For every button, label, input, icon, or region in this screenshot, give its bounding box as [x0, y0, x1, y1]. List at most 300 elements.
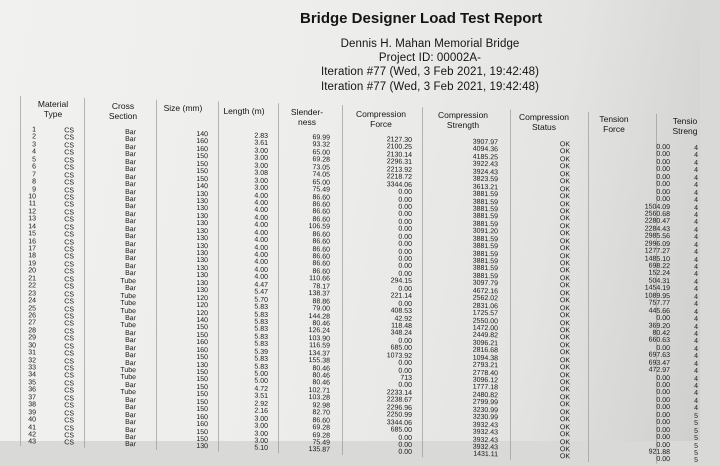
cell-size-16: 130	[196, 242, 208, 250]
cell-slender-9: 86.60	[312, 193, 330, 202]
cell-comp_force-4: 2296.31	[386, 158, 412, 167]
cell-comp_force-12: 0.00	[398, 218, 412, 226]
cell-slender-15: 86.60	[312, 238, 330, 246]
iteration-line-1: Iteration #77 (Wed, 3 Feb 2021, 19:42:48)	[320, 66, 540, 78]
cell-comp_status-14: OK	[559, 237, 570, 246]
cell-ids-26: 26	[28, 312, 36, 320]
cell-cross-39: Bar	[125, 411, 136, 419]
cell-tens_strength-21: 4	[694, 293, 698, 301]
cell-tens_force-41: 0.00	[656, 441, 670, 449]
cell-tens_force-20: 1454.19	[644, 284, 670, 293]
cell-tens_force-21: 1089.95	[644, 292, 670, 300]
cell-material-40: CS	[64, 417, 74, 425]
cell-comp_strength-43: 1431.11	[473, 451, 498, 459]
cell-material-21: CS	[64, 275, 74, 284]
cell-tens_strength-6: 4	[694, 182, 698, 190]
cell-comp_force-27: 348.24	[390, 329, 412, 338]
column-compression-force	[376, 136, 412, 457]
cell-comp_status-24: OK	[559, 312, 570, 320]
cell-ids-15: 15	[28, 230, 36, 238]
cell-comp_strength-21: 4672.16	[472, 287, 498, 296]
cell-slender-12: 86.60	[312, 215, 330, 224]
cell-material-6: CS	[64, 164, 74, 172]
cell-slender-25: 144.28	[308, 312, 330, 321]
cell-slender-43: 135.87	[308, 446, 330, 455]
cell-size-23: 120	[196, 294, 208, 302]
cell-comp_strength-11: 3881.59	[472, 213, 498, 221]
cell-size-39: 160	[196, 413, 208, 421]
cell-slender-42: 75.49	[312, 439, 330, 447]
cell-comp_status-4: OK	[559, 163, 570, 171]
cell-size-15: 130	[196, 235, 208, 243]
cell-comp_force-30: 1073.92	[386, 351, 412, 360]
cell-tens_strength-19: 4	[694, 278, 698, 286]
cell-ids-4: 4	[32, 148, 36, 156]
cell-tens_force-34: 0.00	[656, 389, 670, 397]
cell-material-14: CS	[64, 223, 74, 232]
cell-tens_force-26: 80.42	[652, 329, 670, 338]
column-length	[244, 132, 268, 452]
cell-comp_force-18: 0.00	[398, 263, 412, 271]
cell-size-26: 140	[196, 316, 208, 325]
cell-comp_force-28: 0.00	[398, 337, 412, 345]
cell-comp_status-13: OK	[559, 230, 570, 238]
cell-comp_strength-12: 3881.59	[472, 220, 498, 229]
cell-comp_status-16: OK	[559, 252, 570, 260]
cell-comp_force-21: 0.00	[398, 285, 412, 293]
cell-tens_strength-16: 4	[694, 256, 698, 264]
cell-ids-25: 25	[28, 304, 36, 312]
cell-tens_strength-5: 4	[694, 174, 698, 182]
cell-length-5: 3.00	[254, 162, 268, 170]
cell-comp_status-27: OK	[559, 334, 570, 342]
cell-tens_force-17: 698.22	[648, 262, 670, 271]
cell-length-30: 5.39	[254, 348, 268, 356]
cell-ids-24: 24	[28, 297, 36, 305]
cell-length-6: 3.08	[254, 169, 268, 178]
cell-tens_force-28: 0.00	[656, 344, 670, 352]
cell-ids-12: 12	[28, 208, 36, 216]
cell-comp_status-43: OK	[559, 453, 570, 461]
cell-slender-24: 79.00	[312, 305, 330, 313]
cell-size-11: 130	[196, 205, 208, 213]
report-title: Bridge Designer Load Test Report	[300, 10, 543, 27]
cell-slender-13: 106.59	[308, 223, 330, 231]
cell-comp_status-28: OK	[559, 341, 570, 350]
cell-tens_force-33: 0.00	[656, 381, 670, 390]
cell-tens_force-1: 0.00	[656, 143, 670, 152]
cell-comp_status-36: OK	[559, 401, 570, 409]
cell-slender-36: 103.28	[308, 394, 330, 402]
cell-comp_strength-24: 1725.57	[472, 309, 498, 318]
cell-slender-23: 88.86	[312, 297, 330, 306]
cell-size-43: 130	[196, 443, 208, 451]
cell-tens_force-5: 0.00	[656, 173, 670, 181]
cell-material-34: CS	[64, 372, 74, 380]
cell-ids-31: 31	[28, 349, 36, 357]
results-table	[20, 126, 720, 465]
cell-comp_strength-39: 3932.43	[472, 421, 498, 429]
cell-comp_strength-40: 3932.43	[472, 428, 498, 437]
cell-comp_status-17: OK	[559, 260, 570, 268]
cell-slender-20: 110.66	[309, 275, 330, 283]
cell-comp_status-25: OK	[559, 319, 570, 327]
cell-size-40: 160	[196, 420, 208, 429]
cell-cross-34: Tube	[120, 374, 136, 382]
cell-tens_strength-11: 4	[694, 219, 698, 227]
cell-comp_force-13: 0.00	[398, 225, 412, 234]
cell-size-27: 150	[196, 324, 208, 332]
cell-slender-11: 86.60	[312, 208, 330, 217]
cell-length-4: 3.00	[254, 154, 268, 163]
cell-material-1: CS	[64, 127, 74, 135]
cell-tens_force-40: 0.00	[656, 433, 670, 442]
cell-length-35: 4.72	[254, 385, 268, 393]
cell-tens_strength-29: 4	[694, 353, 698, 361]
cell-ids-36: 36	[28, 386, 36, 394]
cell-comp_force-42: 0.00	[398, 441, 412, 449]
cell-comp_strength-27: 2449.82	[472, 332, 498, 340]
cell-length-7: 3.00	[254, 177, 268, 185]
cell-size-28: 150	[196, 331, 208, 340]
header-length: Length (m)	[223, 106, 265, 116]
cell-material-25: CS	[64, 305, 74, 314]
cell-length-34: 5.00	[254, 377, 268, 386]
cell-material-37: CS	[64, 394, 74, 403]
cell-tens_force-6: 0.00	[656, 180, 670, 189]
cell-size-10: 130	[196, 197, 208, 206]
cell-tens_force-13: 2985.56	[644, 232, 670, 241]
cell-cross-29: Bar	[125, 337, 136, 345]
cell-comp_force-20: 294.15	[390, 277, 412, 286]
cell-cross-13: Bar	[125, 218, 136, 226]
cell-ids-27: 27	[28, 319, 36, 327]
cell-comp_force-17: 0.00	[398, 255, 412, 263]
cell-comp_strength-22: 2562.02	[472, 294, 498, 303]
cell-comp_strength-31: 2793.21	[472, 361, 498, 370]
cell-tens_force-14: 2996.09	[644, 240, 670, 248]
cell-slender-26: 80.46	[312, 320, 330, 328]
cell-slender-33: 80.46	[312, 372, 330, 380]
cell-size-35: 150	[196, 383, 208, 392]
cell-comp_strength-8: 3881.59	[472, 190, 498, 199]
cell-tens_strength-30: 4	[694, 360, 698, 368]
cell-size-20: 130	[196, 272, 208, 280]
cell-cross-16: Bar	[125, 240, 136, 248]
cell-length-8: 3.00	[254, 184, 268, 192]
cell-tens_force-22: 757.77	[648, 299, 670, 308]
cell-cross-28: Bar	[125, 329, 136, 338]
cell-comp_strength-20: 3097.79	[472, 279, 498, 288]
cell-tens_force-15: 1277.27	[644, 247, 670, 256]
cell-ids-2: 2	[32, 133, 36, 141]
cell-cross-22: Bar	[125, 285, 136, 293]
cell-tens_force-24: 0.00	[656, 314, 670, 323]
cell-ids-30: 30	[28, 341, 36, 350]
cell-slender-37: 92.98	[312, 401, 330, 410]
cell-ids-42: 42	[28, 431, 36, 439]
cell-tens_force-7: 0.00	[656, 188, 670, 196]
cell-material-7: CS	[64, 171, 74, 180]
cell-length-32: 5.83	[254, 363, 268, 371]
cell-comp_force-33: 713	[400, 374, 412, 382]
cell-size-3: 160	[196, 145, 208, 154]
cell-comp_status-42: OK	[559, 446, 570, 454]
cell-comp_strength-38: 3230.99	[472, 413, 498, 422]
cell-tens_strength-1: 4	[694, 144, 698, 152]
cell-cross-33: Tube	[120, 366, 136, 375]
cell-comp_force-24: 408.53	[390, 307, 412, 316]
cell-comp_status-12: OK	[559, 222, 570, 231]
cell-comp_strength-32: 2778.40	[472, 369, 498, 377]
cell-tens_force-9: 1504.09	[644, 202, 670, 211]
cell-comp_strength-29: 2816.68	[472, 346, 498, 355]
cell-length-3: 3.00	[254, 147, 268, 155]
cell-comp_status-34: OK	[559, 386, 570, 394]
cell-size-8: 140	[196, 182, 208, 191]
cell-comp_strength-6: 3823.59	[472, 175, 498, 184]
cell-material-32: CS	[64, 357, 74, 366]
cell-comp_status-30: OK	[559, 356, 570, 365]
cell-size-9: 130	[196, 190, 208, 198]
cell-tens_strength-12: 4	[694, 226, 698, 234]
cell-comp_status-29: OK	[559, 349, 570, 357]
cell-length-25: 5.83	[254, 311, 268, 319]
cell-tens_strength-14: 4	[694, 241, 698, 249]
cell-comp_status-18: OK	[559, 267, 570, 275]
cell-comp_status-35: OK	[559, 393, 570, 402]
cell-cross-43: Bar	[125, 441, 136, 449]
cell-length-28: 5.83	[254, 333, 268, 341]
cell-ids-17: 17	[28, 245, 36, 253]
cell-comp_status-2: OK	[559, 148, 570, 156]
cell-material-41: CS	[64, 424, 74, 433]
cell-material-38: CS	[64, 402, 74, 410]
cell-tens_strength-2: 4	[694, 152, 698, 160]
cell-size-37: 150	[196, 398, 208, 407]
cell-ids-43: 43	[28, 438, 36, 446]
cell-size-18: 130	[196, 257, 208, 265]
cell-cross-40: Bar	[125, 418, 136, 427]
cell-tens_strength-10: 4	[694, 211, 698, 219]
cell-comp_status-26: OK	[559, 327, 570, 335]
cell-tens_force-27: 660.63	[648, 336, 670, 345]
cell-comp_strength-34: 1777.18	[472, 384, 498, 392]
header-compression-force: Compression Force	[355, 109, 407, 129]
column-tension-strength	[688, 145, 698, 465]
cell-material-3: CS	[64, 142, 74, 150]
cell-tens_strength-20: 4	[694, 286, 698, 294]
cell-ids-10: 10	[28, 193, 36, 201]
cell-comp_force-25: 42.92	[394, 314, 412, 323]
cell-cross-5: Bar	[125, 158, 136, 166]
header-cross-section: Cross Section	[108, 101, 138, 121]
cell-size-33: 150	[196, 368, 208, 377]
cell-comp_status-21: OK	[559, 289, 570, 298]
cell-comp_status-3: OK	[559, 155, 570, 164]
cell-slender-3: 65.00	[312, 149, 330, 157]
cell-length-11: 4.00	[254, 206, 268, 215]
cell-slender-2: 93.32	[312, 141, 330, 150]
cell-cross-14: Bar	[125, 225, 136, 233]
cell-comp_force-38: 2250.99	[386, 411, 412, 420]
cell-comp_strength-23: 2831.06	[472, 302, 498, 310]
cell-comp_status-7: OK	[559, 185, 570, 193]
cell-length-16: 4.00	[254, 244, 268, 252]
cell-comp_status-40: OK	[559, 431, 570, 439]
cell-tens_strength-13: 4	[694, 234, 698, 242]
cell-cross-18: Bar	[125, 255, 136, 263]
cell-tens_strength-28: 4	[694, 345, 698, 353]
cell-ids-22: 22	[28, 282, 36, 290]
cell-length-21: 4.47	[254, 281, 268, 289]
cell-tens_strength-23: 4	[694, 308, 698, 316]
cell-ids-6: 6	[32, 163, 36, 171]
cell-cross-27: Tube	[120, 322, 136, 330]
cell-material-17: CS	[64, 246, 74, 254]
cell-cross-2: Bar	[125, 136, 136, 144]
cell-tens_strength-40: 5	[694, 434, 698, 443]
cell-tens_strength-38: 5	[694, 420, 698, 428]
cell-tens_force-29: 697.63	[648, 351, 670, 360]
cell-comp_status-15: OK	[559, 245, 570, 253]
cell-ids-41: 41	[28, 423, 36, 431]
column-member-number	[24, 126, 36, 446]
cell-tens_force-37: 0.00	[656, 411, 670, 419]
cell-material-42: CS	[64, 432, 74, 440]
cell-tens_force-32: 0.00	[656, 374, 670, 382]
cell-material-31: CS	[64, 350, 74, 358]
cell-cross-4: Bar	[125, 151, 136, 159]
cell-cross-41: Bar	[125, 426, 136, 434]
cell-length-27: 5.83	[254, 325, 268, 334]
cell-comp_strength-30: 1094.38	[472, 354, 498, 363]
cell-comp_force-39: 3344.06	[386, 418, 412, 427]
cell-ids-37: 37	[28, 393, 36, 402]
cell-comp_strength-2: 4094.36	[472, 146, 498, 154]
cell-material-33: CS	[64, 365, 74, 373]
cell-size-36: 150	[196, 391, 208, 399]
cell-comp_strength-25: 2550.00	[472, 317, 498, 325]
cell-tens_strength-8: 4	[694, 196, 698, 205]
cell-cross-10: Bar	[125, 195, 136, 204]
column-material-type	[60, 127, 74, 447]
cell-material-28: CS	[64, 328, 74, 336]
cell-size-13: 130	[196, 220, 208, 228]
cell-comp_strength-14: 3881.59	[472, 235, 498, 244]
cell-size-12: 130	[196, 212, 208, 221]
cell-tens_strength-37: 5	[694, 412, 698, 420]
cell-slender-34: 80.46	[312, 379, 330, 388]
cell-ids-18: 18	[28, 252, 36, 260]
cell-material-26: CS	[64, 313, 74, 321]
cell-slender-30: 134.37	[308, 349, 330, 358]
cell-ids-34: 34	[28, 371, 36, 379]
cell-size-19: 130	[196, 264, 208, 273]
cell-material-13: CS	[64, 216, 74, 224]
cell-size-32: 130	[196, 361, 208, 369]
cell-tens_force-8: 0.00	[656, 195, 670, 204]
cell-cross-6: Bar	[125, 166, 136, 174]
cell-cross-31: Bar	[125, 352, 136, 360]
column-cross-section	[112, 129, 136, 449]
cell-slender-1: 69.99	[312, 134, 330, 142]
cell-comp_strength-33: 3096.12	[472, 376, 498, 385]
cell-comp_force-16: 0.00	[398, 248, 412, 256]
cell-ids-32: 32	[28, 356, 36, 365]
cell-slender-31: 155.38	[308, 357, 330, 365]
cell-comp_force-29: 685.00	[390, 344, 412, 353]
cell-comp_strength-13: 3091.20	[472, 227, 498, 236]
cell-slender-7: 65.00	[312, 178, 330, 187]
bridge-name: Dennis H. Mahan Memorial Bridge	[340, 38, 520, 50]
cell-tens_force-4: 0.00	[656, 166, 670, 174]
cell-comp_status-19: OK	[559, 274, 570, 283]
column-compression-status	[556, 141, 570, 461]
cell-size-41: 150	[196, 428, 208, 436]
cell-comp_status-1: OK	[559, 141, 570, 149]
cell-comp_status-10: OK	[559, 208, 570, 216]
cell-comp_strength-36: 2799.99	[472, 398, 498, 407]
cell-length-36: 3.51	[254, 392, 268, 401]
cell-material-9: CS	[64, 186, 74, 195]
cell-ids-1: 1	[32, 126, 36, 134]
cell-comp_status-32: OK	[559, 371, 570, 379]
cell-material-24: CS	[64, 298, 74, 306]
cell-comp_status-38: OK	[559, 416, 570, 424]
cell-comp_force-8: 0.00	[398, 188, 412, 197]
cell-tens_force-12: 2284.43	[644, 225, 670, 233]
cell-comp_force-2: 2100.25	[386, 143, 412, 152]
cell-comp_force-31: 0.00	[398, 359, 412, 368]
cell-tens_strength-31: 4	[694, 367, 698, 376]
cell-size-29: 160	[196, 339, 208, 347]
cell-length-29: 5.83	[254, 340, 268, 349]
cell-material-2: CS	[64, 134, 74, 142]
cell-slender-19: 86.60	[312, 268, 330, 276]
cell-ids-3: 3	[32, 141, 36, 149]
cell-length-39: 3.00	[254, 415, 268, 423]
cell-cross-21: Tube	[120, 277, 136, 285]
cell-slender-32: 80.46	[312, 364, 330, 373]
cell-slender-6: 74.05	[312, 171, 330, 179]
cell-size-14: 130	[196, 227, 208, 235]
cell-comp_status-20: OK	[559, 282, 570, 290]
header-compression-status: Compression Status	[518, 112, 570, 132]
cell-length-17: 4.00	[254, 251, 268, 259]
cell-tens_force-3: 0.00	[656, 158, 670, 167]
cell-material-30: CS	[64, 342, 74, 351]
cell-comp_force-36: 2238.67	[386, 396, 412, 405]
cell-comp_status-23: OK	[559, 304, 570, 312]
cell-length-14: 4.00	[254, 229, 268, 237]
cell-comp_force-34: 0.00	[398, 382, 412, 390]
cell-length-33: 5.00	[254, 370, 268, 378]
cell-cross-15: Bar	[125, 233, 136, 241]
cell-tens_force-10: 2560.68	[644, 210, 670, 219]
cell-comp_force-41: 0.00	[398, 434, 412, 442]
cell-tens_strength-7: 4	[694, 189, 698, 197]
cell-length-15: 4.00	[254, 236, 268, 245]
cell-tens_strength-22: 4	[694, 301, 698, 309]
cell-comp_force-43: 0.00	[398, 448, 412, 457]
header-material-type: Material Type	[37, 99, 69, 119]
cell-comp_strength-28: 3096.21	[472, 339, 498, 348]
cell-comp_force-32: 0.00	[398, 367, 412, 375]
cell-length-13: 4.00	[254, 221, 268, 230]
cell-length-23: 5.70	[254, 296, 268, 304]
cell-material-22: CS	[64, 283, 74, 291]
